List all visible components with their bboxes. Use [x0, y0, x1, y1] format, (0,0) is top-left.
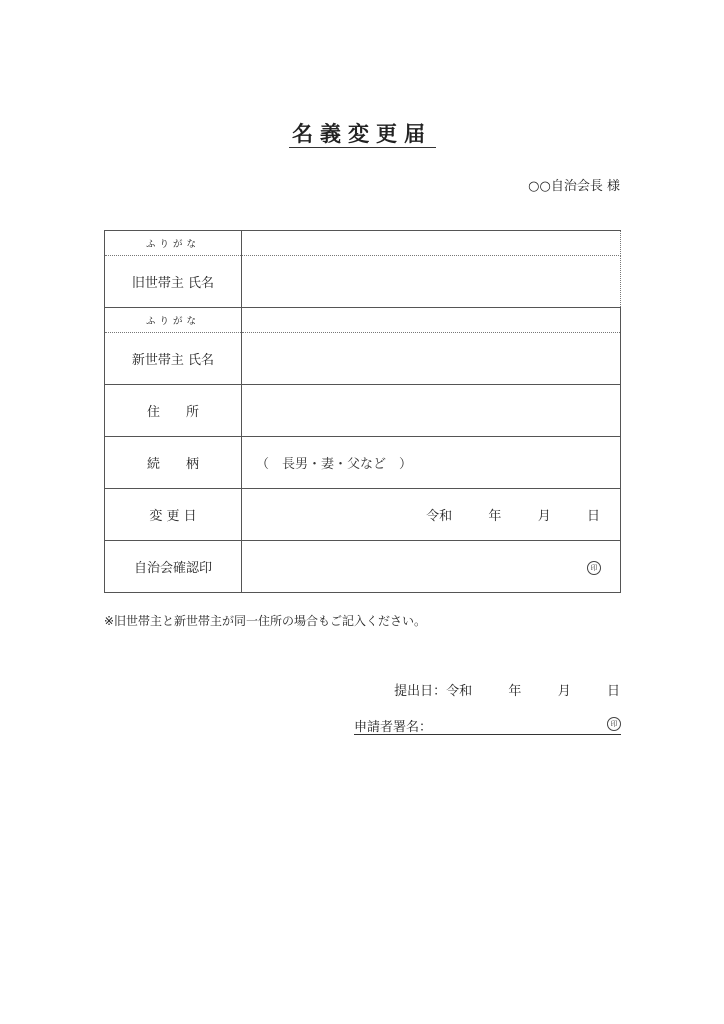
field-furigana-new[interactable] [242, 308, 621, 333]
relation-hint: （ 長男・妻・父など ） [256, 457, 413, 472]
field-new-head-name[interactable] [242, 333, 621, 385]
label-address: 住 所 [105, 385, 242, 437]
form-row-relation [105, 437, 621, 489]
submission-day: 日 [606, 684, 620, 699]
form-row-change-date [105, 489, 621, 541]
label-change-date: 変 更 日 [105, 489, 242, 541]
submission-date-line[interactable] [394, 680, 620, 699]
field-confirm-seal[interactable] [242, 541, 621, 593]
form-note: ※旧世帯主と新世帯主が同一住所の場合もご記入ください。 [104, 614, 427, 628]
submission-year: 年 [508, 684, 522, 699]
label-confirm-seal: 自治会確認印 [105, 541, 242, 593]
form-row-confirm-seal [105, 541, 621, 593]
form-row-new-head [105, 333, 621, 385]
label-relation: 続 柄 [105, 437, 242, 489]
signature-label: 申請者署名： [354, 720, 433, 735]
label-furigana-new: ふりがな [105, 308, 242, 333]
seal-mark-icon: 印 [587, 561, 601, 575]
field-relation[interactable] [242, 437, 621, 489]
change-date-era: 令和 [426, 509, 453, 524]
field-furigana-old[interactable] [242, 231, 621, 256]
field-change-date[interactable] [242, 489, 621, 541]
name-change-form-table [104, 230, 621, 593]
change-date-day: 日 [586, 509, 600, 524]
form-row-address [105, 385, 621, 437]
submission-label: 提出日：令和 [394, 684, 473, 699]
submission-month: 月 [557, 684, 571, 699]
label-old-head-name: 旧世帯主 氏名 [105, 256, 242, 308]
signature-line[interactable] [354, 716, 621, 735]
signature-seal-icon: 印 [607, 717, 621, 731]
label-furigana-old: ふりがな [105, 231, 242, 256]
change-date-month: 月 [537, 509, 551, 524]
field-address[interactable] [242, 385, 621, 437]
change-date-year: 年 [488, 509, 502, 524]
title-underline [289, 147, 436, 148]
addressee: ○○自治会長 様 [528, 179, 620, 194]
form-row-furigana-new [105, 308, 621, 333]
document-title: 名義変更届 [292, 122, 432, 146]
label-new-head-name: 新世帯主 氏名 [105, 333, 242, 385]
form-row-furigana-old [105, 231, 621, 256]
field-old-head-name[interactable] [242, 256, 621, 308]
form-row-old-head [105, 256, 621, 308]
